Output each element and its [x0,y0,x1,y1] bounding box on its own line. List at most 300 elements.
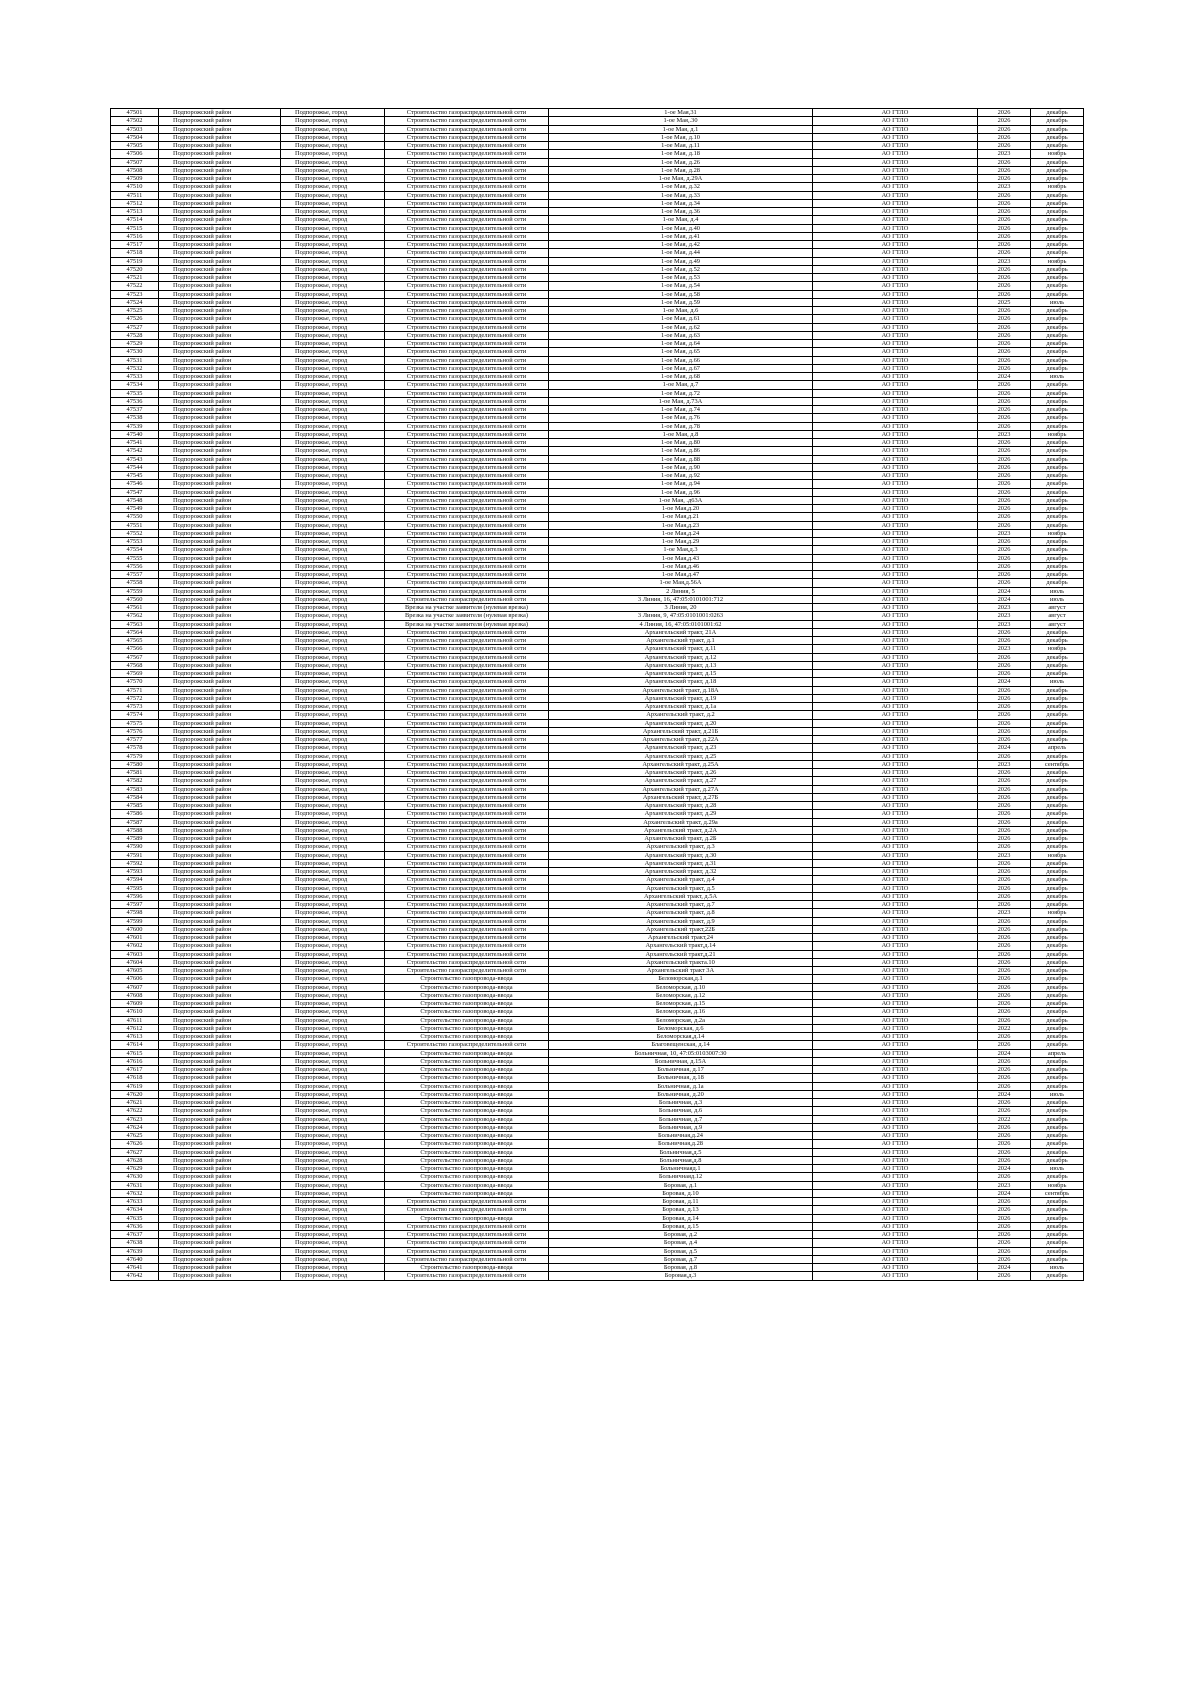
district-cell: Подпорожский район [159,199,281,207]
table-row [111,133,1084,141]
locality-cell: Подпорожье, город [281,505,385,513]
year-cell: 2026 [978,785,1031,793]
organization-cell: АО ГТЛО [813,1239,978,1247]
organization-cell: АО ГТЛО [813,1099,978,1107]
organization-cell: АО ГТЛО [813,439,978,447]
row-id: 47612 [111,1024,159,1032]
work-type-cell: Строительство газораспределительной сети [385,199,549,207]
work-type-cell: Строительство газораспределительной сети [385,1272,549,1280]
district-cell: Подпорожский район [159,620,281,628]
work-type-cell: Строительство газораспределительной сети [385,183,549,191]
organization-cell: АО ГТЛО [813,686,978,694]
address-cell: 1-ое Мая, д.8 [549,430,813,438]
address-cell: 1-ое Мая, д.18 [549,150,813,158]
work-type-cell: Строительство газораспределительной сети [385,241,549,249]
organization-cell: АО ГТЛО [813,628,978,636]
row-id: 47587 [111,818,159,826]
organization-cell: АО ГТЛО [813,661,978,669]
locality-cell: Подпорожье, город [281,1255,385,1263]
address-cell: Архангельский тракт, д.5 [549,884,813,892]
table-row [111,265,1084,273]
month-cell: декабрь [1031,307,1084,315]
row-id: 47605 [111,967,159,975]
month-cell: декабрь [1031,1148,1084,1156]
organization-cell: АО ГТЛО [813,1156,978,1164]
locality-cell: Подпорожье, город [281,356,385,364]
work-type-cell: Строительство газораспределительной сети [385,802,549,810]
table-row [111,496,1084,504]
organization-cell: АО ГТЛО [813,752,978,760]
year-cell: 2026 [978,125,1031,133]
locality-cell: Подпорожье, город [281,1247,385,1255]
month-cell: ноябрь [1031,851,1084,859]
work-type-cell: Строительство газораспределительной сети [385,133,549,141]
organization-cell: АО ГТЛО [813,175,978,183]
table-row [111,521,1084,529]
locality-cell: Подпорожье, город [281,397,385,405]
year-cell: 2024 [978,1090,1031,1098]
district-cell: Подпорожский район [159,793,281,801]
month-cell: декабрь [1031,868,1084,876]
row-id: 47527 [111,323,159,331]
table-row [111,620,1084,628]
table-row [111,587,1084,595]
month-cell: декабрь [1031,191,1084,199]
address-cell: Архангельский тракт, д.28 [549,802,813,810]
address-cell: 1-ое Мая, д.58 [549,290,813,298]
table-row [111,785,1084,793]
organization-cell: АО ГТЛО [813,1024,978,1032]
row-id: 47630 [111,1173,159,1181]
month-cell: декабрь [1031,1016,1084,1024]
district-cell: Подпорожский район [159,290,281,298]
table-row [111,513,1084,521]
month-cell: декабрь [1031,455,1084,463]
month-cell: июль [1031,373,1084,381]
district-cell: Подпорожский район [159,1107,281,1115]
district-cell: Подпорожский район [159,166,281,174]
year-cell: 2024 [978,587,1031,595]
year-cell: 2024 [978,1264,1031,1272]
address-cell: Архангельский тракт, д.19 [549,694,813,702]
locality-cell: Подпорожье, город [281,653,385,661]
month-cell: декабрь [1031,571,1084,579]
year-cell: 2026 [978,356,1031,364]
organization-cell: АО ГТЛО [813,694,978,702]
organization-cell: АО ГТЛО [813,1008,978,1016]
district-cell: Подпорожский район [159,554,281,562]
address-cell: Больничная,д.5 [549,1148,813,1156]
work-type-cell: Строительство газораспределительной сети [385,694,549,702]
locality-cell: Подпорожье, город [281,785,385,793]
year-cell: 2026 [978,414,1031,422]
locality-cell: Подпорожье, город [281,142,385,150]
month-cell: декабрь [1031,793,1084,801]
address-cell: 1-ое Мая, д.36 [549,208,813,216]
table-row [111,125,1084,133]
work-type-cell: Строительство газораспределительной сети [385,744,549,752]
address-cell: Архангельский тракт, д.2Б [549,835,813,843]
address-cell: Больничная,д.24 [549,1132,813,1140]
organization-cell: АО ГТЛО [813,892,978,900]
work-type-cell: Строительство газораспределительной сети [385,686,549,694]
address-cell: 1-ое Мая,д.56А [549,579,813,587]
locality-cell: Подпорожье, город [281,1214,385,1222]
district-cell: Подпорожский район [159,604,281,612]
locality-cell: Подпорожье, город [281,1189,385,1197]
work-type-cell: Строительство газораспределительной сети [385,1247,549,1255]
address-cell: 1-ое Мая, д.10 [549,133,813,141]
year-cell: 2026 [978,868,1031,876]
address-cell: Архангельский тракт, д.18А [549,686,813,694]
row-id: 47584 [111,793,159,801]
organization-cell: АО ГТЛО [813,1000,978,1008]
organization-cell: АО ГТЛО [813,991,978,999]
month-cell: декабрь [1031,216,1084,224]
month-cell: декабрь [1031,694,1084,702]
locality-cell: Подпорожье, город [281,307,385,315]
work-type-cell: Строительство газораспределительной сети [385,637,549,645]
row-id: 47609 [111,1000,159,1008]
row-id: 47642 [111,1272,159,1280]
month-cell: декабрь [1031,736,1084,744]
table-row [111,340,1084,348]
district-cell: Подпорожский район [159,892,281,900]
organization-cell: АО ГТЛО [813,876,978,884]
locality-cell: Подпорожье, город [281,686,385,694]
work-type-cell: Строительство газораспределительной сети [385,406,549,414]
month-cell: декабрь [1031,876,1084,884]
year-cell: 2026 [978,480,1031,488]
organization-cell: АО ГТЛО [813,711,978,719]
table-row [111,1198,1084,1206]
address-cell: 1-ое Мая, д.65 [549,348,813,356]
row-id: 47569 [111,670,159,678]
month-cell: декабрь [1031,282,1084,290]
locality-cell: Подпорожье, город [281,364,385,372]
year-cell: 2026 [978,1247,1031,1255]
locality-cell: Подпорожье, город [281,678,385,686]
table-row [111,901,1084,909]
month-cell: декабрь [1031,546,1084,554]
table-row [111,307,1084,315]
month-cell: декабрь [1031,274,1084,282]
district-cell: Подпорожский район [159,422,281,430]
work-type-cell: Строительство газопровода-ввода [385,1214,549,1222]
district-cell: Подпорожский район [159,265,281,273]
month-cell: декабрь [1031,265,1084,273]
locality-cell: Подпорожье, город [281,1272,385,1280]
work-type-cell: Строительство газораспределительной сети [385,216,549,224]
month-cell: декабрь [1031,224,1084,232]
district-cell: Подпорожский район [159,224,281,232]
year-cell: 2026 [978,315,1031,323]
district-cell: Подпорожский район [159,496,281,504]
district-cell: Подпорожский район [159,117,281,125]
locality-cell: Подпорожье, город [281,1082,385,1090]
work-type-cell: Строительство газопровода-ввода [385,1090,549,1098]
address-cell: 1-ое Мая, д.54 [549,282,813,290]
locality-cell: Подпорожье, город [281,183,385,191]
row-id: 47548 [111,496,159,504]
district-cell: Подпорожский район [159,373,281,381]
year-cell: 2026 [978,381,1031,389]
month-cell: апрель [1031,744,1084,752]
row-id: 47504 [111,133,159,141]
address-cell: 1-ое Мая, д.53 [549,274,813,282]
address-cell: Архангельский тракт, д.31 [549,859,813,867]
month-cell: июль [1031,1090,1084,1098]
row-id: 47590 [111,843,159,851]
organization-cell: АО ГТЛО [813,835,978,843]
district-cell: Подпорожский район [159,257,281,265]
locality-cell: Подпорожье, город [281,1057,385,1065]
organization-cell: АО ГТЛО [813,381,978,389]
table-row [111,934,1084,942]
month-cell: декабрь [1031,249,1084,257]
year-cell: 2026 [978,1222,1031,1230]
table-row [111,397,1084,405]
organization-cell: АО ГТЛО [813,109,978,117]
month-cell: декабрь [1031,859,1084,867]
work-type-cell: Строительство газораспределительной сети [385,1231,549,1239]
work-type-cell: Строительство газопровода-ввода [385,1057,549,1065]
locality-cell: Подпорожье, город [281,587,385,595]
organization-cell: АО ГТЛО [813,950,978,958]
locality-cell: Подпорожье, город [281,150,385,158]
year-cell: 2022 [978,1115,1031,1123]
table-row [111,1206,1084,1214]
year-cell: 2024 [978,1165,1031,1173]
month-cell: декабрь [1031,802,1084,810]
organization-cell: АО ГТЛО [813,183,978,191]
address-cell: 1-ое Мая, д.28 [549,166,813,174]
locality-cell: Подпорожье, город [281,562,385,570]
month-cell: декабрь [1031,1247,1084,1255]
district-cell: Подпорожский район [159,282,281,290]
district-cell: Подпорожский район [159,595,281,603]
locality-cell: Подпорожье, город [281,579,385,587]
table-row [111,975,1084,983]
organization-cell: АО ГТЛО [813,760,978,768]
address-cell: Боровая, д.2 [549,1231,813,1239]
year-cell: 2026 [978,1231,1031,1239]
year-cell: 2026 [978,703,1031,711]
work-type-cell: Строительство газораспределительной сети [385,117,549,125]
district-cell: Подпорожский район [159,298,281,306]
address-cell: 1-ое Мая, д.42 [549,241,813,249]
table-row [111,381,1084,389]
district-cell: Подпорожский район [159,628,281,636]
work-type-cell: Строительство газораспределительной сети [385,785,549,793]
table-row [111,810,1084,818]
locality-cell: Подпорожье, город [281,1074,385,1082]
month-cell: декабрь [1031,109,1084,117]
locality-cell: Подпорожье, город [281,942,385,950]
work-type-cell: Строительство газопровода-ввода [385,1033,549,1041]
table-row [111,183,1084,191]
work-type-cell: Строительство газораспределительной сети [385,892,549,900]
work-type-cell: Строительство газораспределительной сети [385,843,549,851]
year-cell: 2026 [978,1099,1031,1107]
row-id: 47564 [111,628,159,636]
address-cell: 1-ое Мая,д.3 [549,546,813,554]
district-cell: Подпорожский район [159,562,281,570]
row-id: 47586 [111,810,159,818]
district-cell: Подпорожский район [159,1090,281,1098]
table-row [111,1189,1084,1197]
address-cell: 1-ое Мая, д.62 [549,323,813,331]
row-id: 47585 [111,802,159,810]
table-row [111,224,1084,232]
locality-cell: Подпорожье, город [281,430,385,438]
organization-cell: АО ГТЛО [813,1247,978,1255]
month-cell: декабрь [1031,472,1084,480]
locality-cell: Подпорожье, город [281,595,385,603]
organization-cell: АО ГТЛО [813,1231,978,1239]
row-id: 47634 [111,1206,159,1214]
locality-cell: Подпорожье, город [281,1222,385,1230]
locality-cell: Подпорожье, город [281,1107,385,1115]
organization-cell: АО ГТЛО [813,1066,978,1074]
table-row [111,571,1084,579]
work-type-cell: Строительство газораспределительной сети [385,678,549,686]
month-cell: декабрь [1031,364,1084,372]
month-cell: декабрь [1031,340,1084,348]
row-id: 47593 [111,868,159,876]
table-row [111,562,1084,570]
year-cell: 2023 [978,645,1031,653]
row-id: 47533 [111,373,159,381]
organization-cell: АО ГТЛО [813,942,978,950]
locality-cell: Подпорожье, город [281,571,385,579]
row-id: 47561 [111,604,159,612]
address-cell: Боровая, д.1 [549,1181,813,1189]
district-cell: Подпорожский район [159,1181,281,1189]
district-cell: Подпорожский район [159,1123,281,1131]
row-id: 47554 [111,546,159,554]
year-cell: 2023 [978,909,1031,917]
month-cell: декабрь [1031,241,1084,249]
district-cell: Подпорожский район [159,1247,281,1255]
year-cell: 2026 [978,1214,1031,1222]
year-cell: 2026 [978,818,1031,826]
work-type-cell: Строительство газораспределительной сети [385,422,549,430]
district-cell: Подпорожский район [159,249,281,257]
table-row [111,1123,1084,1131]
month-cell: декабрь [1031,1082,1084,1090]
district-cell: Подпорожский район [159,183,281,191]
organization-cell: АО ГТЛО [813,802,978,810]
table-row [111,851,1084,859]
row-id: 47508 [111,166,159,174]
address-cell: 1-ое Мая,д.20 [549,505,813,513]
year-cell: 2026 [978,463,1031,471]
organization-cell: АО ГТЛО [813,777,978,785]
address-cell: Архангельский тракт, д.32 [549,868,813,876]
year-cell: 2026 [978,175,1031,183]
year-cell: 2023 [978,430,1031,438]
district-cell: Подпорожский район [159,175,281,183]
district-cell: Подпорожский район [159,637,281,645]
table-row [111,579,1084,587]
locality-cell: Подпорожье, город [281,1049,385,1057]
work-type-cell: Строительство газораспределительной сети [385,150,549,158]
address-cell: Архангельский тракт,22Б [549,925,813,933]
district-cell: Подпорожский район [159,579,281,587]
address-cell: Архангельский тракта.10 [549,958,813,966]
address-cell: Архангельский тракт, д.8 [549,909,813,917]
organization-cell: АО ГТЛО [813,1057,978,1065]
organization-cell: АО ГТЛО [813,1198,978,1206]
address-cell: 1-ое Мая, д.68 [549,373,813,381]
work-type-cell: Строительство газораспределительной сети [385,571,549,579]
locality-cell: Подпорожье, город [281,934,385,942]
row-id: 47532 [111,364,159,372]
locality-cell: Подпорожье, город [281,1140,385,1148]
month-cell: декабрь [1031,1107,1084,1115]
row-id: 47520 [111,265,159,273]
row-id: 47536 [111,397,159,405]
address-cell: Больничная, 10, 47:05:0103007:30 [549,1049,813,1057]
table-row [111,472,1084,480]
work-type-cell: Строительство газораспределительной сети [385,736,549,744]
year-cell: 2026 [978,364,1031,372]
district-cell: Подпорожский район [159,191,281,199]
locality-cell: Подпорожье, город [281,389,385,397]
address-cell: 1-ое Мая, д.64 [549,340,813,348]
month-cell: декабрь [1031,818,1084,826]
year-cell: 2023 [978,183,1031,191]
district-cell: Подпорожский район [159,307,281,315]
row-id: 47550 [111,513,159,521]
row-id: 47530 [111,348,159,356]
month-cell: декабрь [1031,463,1084,471]
work-type-cell: Строительство газораспределительной сети [385,925,549,933]
work-type-cell: Строительство газораспределительной сети [385,703,549,711]
work-type-cell: Строительство газораспределительной сети [385,884,549,892]
year-cell: 2026 [978,579,1031,587]
address-cell: 4 Линия, 16, 47:05:0101001:62 [549,620,813,628]
locality-cell: Подпорожье, город [281,991,385,999]
year-cell: 2024 [978,1189,1031,1197]
organization-cell: АО ГТЛО [813,447,978,455]
address-cell: 1-ое Мая, д.40 [549,224,813,232]
work-type-cell: Строительство газораспределительной сети [385,818,549,826]
address-cell: 1-ое Мая, д.88 [549,455,813,463]
locality-cell: Подпорожье, город [281,166,385,174]
month-cell: декабрь [1031,975,1084,983]
row-id: 47573 [111,703,159,711]
address-cell: 1-ое Мая, д.4 [549,216,813,224]
organization-cell: АО ГТЛО [813,340,978,348]
month-cell: август [1031,620,1084,628]
table-row [111,1024,1084,1032]
address-cell: Больничная, д.3 [549,1099,813,1107]
district-cell: Подпорожский район [159,216,281,224]
row-id: 47629 [111,1165,159,1173]
table-row [111,769,1084,777]
row-id: 47641 [111,1264,159,1272]
work-type-cell: Строительство газораспределительной сети [385,661,549,669]
table-row [111,645,1084,653]
organization-cell: АО ГТЛО [813,1090,978,1098]
table-row [111,241,1084,249]
district-cell: Подпорожский район [159,802,281,810]
row-id: 47583 [111,785,159,793]
row-id: 47576 [111,727,159,735]
row-id: 47537 [111,406,159,414]
